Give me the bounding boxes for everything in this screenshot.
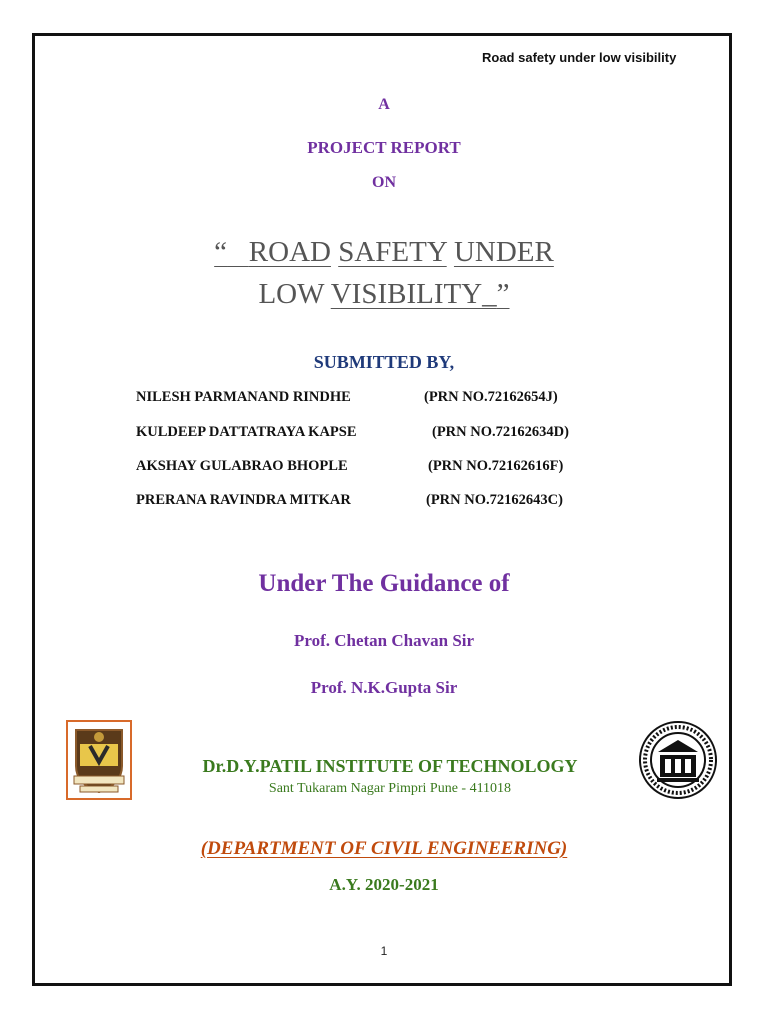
- student-prn: (PRN NO.72162654J): [424, 389, 558, 405]
- student-name: NILESH PARMANAND RINDHE: [136, 389, 351, 405]
- page-number: 1: [380, 944, 388, 958]
- cover-project-report: PROJECT REPORT: [307, 138, 461, 157]
- report-title-line2: [0, 274, 768, 314]
- student-row: [136, 389, 558, 406]
- title-word-road: ROAD: [248, 236, 331, 268]
- student-row: [136, 424, 569, 441]
- institute-address: Sant Tukaram Nagar Pimpri Pune - 411018: [268, 781, 512, 796]
- dy-patil-crest-logo: [66, 720, 132, 800]
- academic-year: A.Y. 2020-2021: [329, 875, 439, 894]
- guide-prof-2: Prof. N.K.Gupta Sir: [310, 678, 458, 697]
- title-open-quote: “: [214, 236, 228, 268]
- report-title-line1: [0, 232, 768, 272]
- institute-name: Dr.D.Y.PATIL INSTITUTE OF TECHNOLOGY: [202, 756, 578, 776]
- student-row: [136, 458, 564, 475]
- header-note: Road safety under low visibility: [482, 50, 677, 65]
- submitted-by-heading: SUBMITTED BY,: [313, 352, 455, 372]
- msbte-seal-logo: [638, 720, 718, 800]
- department-name: (DEPARTMENT OF CIVIL ENGINEERING): [200, 838, 568, 859]
- cover-on: ON: [372, 174, 396, 191]
- student-prn: (PRN NO.72162634D): [432, 424, 569, 440]
- title-close-quote: ”: [496, 278, 510, 310]
- title-word-under: UNDER: [453, 236, 554, 268]
- title-word-visibility: VISIBILITY_: [330, 278, 497, 310]
- title-word-safety: SAFETY: [338, 236, 447, 268]
- student-prn: (PRN NO.72162616F): [428, 458, 564, 474]
- guidance-heading: Under The Guidance of: [258, 570, 510, 597]
- cover-line-a: A: [378, 96, 390, 113]
- title-word-low: LOW: [258, 278, 324, 310]
- student-name: KULDEEP DATTATRAYA KAPSE: [136, 424, 357, 440]
- student-name: AKSHAY GULABRAO BHOPLE: [136, 458, 348, 474]
- student-prn: (PRN NO.72162643C): [426, 492, 563, 508]
- guide-prof-1: Prof. Chetan Chavan Sir: [293, 631, 475, 650]
- student-row: [136, 492, 563, 509]
- student-name: PRERANA RAVINDRA MITKAR: [136, 492, 351, 508]
